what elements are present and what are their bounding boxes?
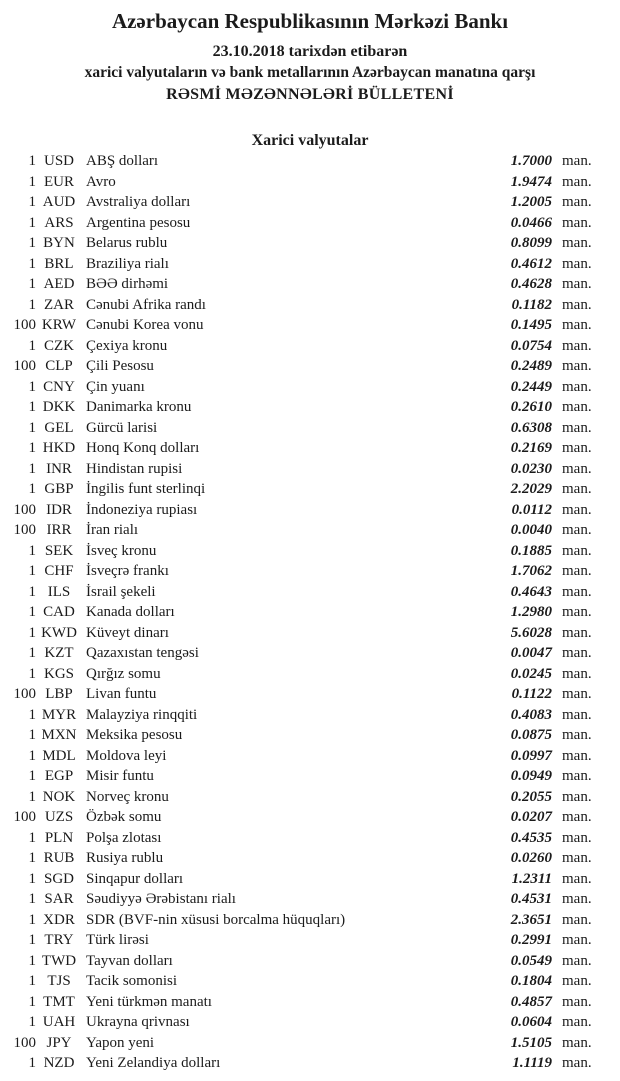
rate-value-cell: 1.9474 [510,173,552,190]
rate-value-cell: 0.0245 [510,665,552,682]
unit-cell: man. [562,747,592,764]
currency-name-cell: Qırğız somu [86,665,161,682]
table-row [0,889,607,910]
rate-value-cell: 0.4857 [510,993,552,1010]
unit-cell: man. [562,235,592,251]
quantity-cell: 1 [28,993,36,1010]
rate-value-cell: 1.7000 [510,153,552,169]
unit-cell: man. [562,542,592,559]
unit-cell: man. [562,522,592,538]
table-row [0,807,607,828]
quantity-cell: 1 [28,214,36,231]
table-row [0,582,607,603]
currency-code-cell: EUR [44,173,74,190]
currency-name-cell: İndoneziya rupiası [86,501,198,518]
rate-value-cell: 0.0875 [510,727,552,743]
unit-cell: man. [562,911,592,928]
table-row [0,828,607,849]
quantity-cell: 1 [28,276,36,292]
currency-code-cell: UZS [44,809,74,825]
currency-name-cell: Belarus rublu [86,235,168,251]
currency-name-cell: Danimarka kronu [86,399,192,415]
table-row [0,1012,607,1033]
effective-date-line: 23.10.2018 tarixdən etibarən [212,43,408,60]
unit-cell: man. [562,686,592,702]
unit-cell: man. [562,1014,592,1030]
unit-cell: man. [562,358,592,374]
currency-name-cell: Tayvan dolları [86,952,173,969]
quantity-cell: 1 [28,419,36,436]
rate-value-cell: 0.2449 [510,378,552,395]
currency-code-cell: NZD [43,1055,75,1071]
rate-value-cell: 1.1119 [512,1055,552,1071]
currency-name-cell: Çili Pesosu [86,358,154,374]
rate-value-cell: 0.2610 [510,399,552,415]
unit-cell: man. [562,399,592,415]
quantity-cell: 1 [28,788,36,805]
table-row [0,725,607,746]
currency-name-cell: Tacik somonisi [86,973,178,989]
unit-cell: man. [562,419,592,436]
rate-value-cell: 0.0260 [510,850,552,866]
unit-cell: man. [562,460,592,477]
table-row [0,1053,607,1074]
currency-code-cell: ARS [44,214,74,231]
currency-code-cell: KZT [44,645,74,661]
unit-cell: man. [562,296,592,313]
unit-cell: man. [562,337,592,354]
table-row [0,233,607,254]
table-row [0,705,607,726]
unit-cell: man. [562,276,592,292]
quantity-cell: 1 [28,1055,36,1071]
currency-name-cell: Səudiyyə Ərəbistanı rialı [86,891,236,907]
rate-value-cell: 0.2991 [510,932,552,948]
unit-cell: man. [562,993,592,1010]
table-row [0,315,607,336]
currency-code-cell: EGP [44,768,74,784]
unit-cell: man. [562,317,592,333]
table-row [0,930,607,951]
rate-value-cell: 0.4612 [510,255,552,272]
unit-cell: man. [562,255,592,272]
unit-cell: man. [562,194,592,210]
unit-cell: man. [562,788,592,805]
currency-code-cell: NOK [42,788,76,805]
table-row [0,910,607,931]
unit-cell: man. [562,173,592,190]
currency-code-cell: CLP [45,358,73,374]
currency-code-cell: ILS [47,583,71,600]
currency-code-cell: PLN [44,829,74,846]
quantity-cell: 1 [28,850,36,866]
table-row [0,356,607,377]
currency-code-cell: BRL [44,255,74,272]
rate-value-cell: 1.2005 [510,194,552,210]
currency-name-cell: Norveç kronu [86,788,169,805]
rate-value-cell: 0.4643 [510,583,552,600]
currency-name-cell: Yeni türkmən manatı [86,993,212,1010]
rate-value-cell: 0.4535 [510,829,552,846]
rate-value-cell: 0.0949 [510,768,552,784]
currency-code-cell: TJS [47,973,71,989]
table-row [0,746,607,767]
rate-value-cell: 0.1495 [510,317,552,333]
table-row [0,766,607,787]
table-row [0,664,607,685]
rate-value-cell: 0.0047 [510,645,552,661]
unit-cell: man. [562,1055,592,1071]
table-row [0,295,607,316]
currency-code-cell: TWD [41,952,77,969]
currency-code-cell: JPY [46,1034,72,1051]
quantity-cell: 1 [28,235,36,251]
unit-cell: man. [562,1034,592,1051]
quantity-cell: 1 [28,1014,36,1030]
currency-code-cell: DKK [42,399,76,415]
rate-value-cell: 2.3651 [510,911,552,928]
currency-code-cell: TRY [44,932,74,948]
quantity-cell: 1 [28,378,36,395]
currency-name-cell: Malayziya rinqqiti [86,706,198,723]
unit-cell: man. [562,665,592,682]
quantity-cell: 1 [28,624,36,641]
currency-code-cell: CAD [43,604,75,620]
table-row [0,971,607,992]
unit-cell: man. [562,706,592,723]
unit-cell: man. [562,809,592,825]
currency-code-cell: CZK [44,337,74,354]
currency-code-cell: SAR [44,891,74,907]
quantity-cell: 1 [28,727,36,743]
quantity-cell: 1 [28,911,36,928]
rate-value-cell: 0.1804 [510,973,552,989]
currency-code-cell: CNY [43,378,75,395]
unit-cell: man. [562,563,592,579]
rates-table [0,151,620,1074]
currency-name-cell: Çin yuanı [86,378,145,395]
rate-value-cell: 0.1182 [511,296,552,313]
currency-name-cell: Honq Konq dolları [86,440,200,456]
rate-value-cell: 0.0997 [510,747,552,764]
unit-cell: man. [562,768,592,784]
table-row [0,992,607,1013]
table-row [0,869,607,890]
currency-code-cell: INR [46,460,72,477]
quantity-cell: 1 [28,665,36,682]
table-row [0,438,607,459]
unit-cell: man. [562,378,592,395]
table-row [0,459,607,480]
currency-name-cell: Rusiya rublu [86,850,164,866]
quantity-cell: 1 [28,542,36,559]
table-row [0,541,607,562]
currency-code-cell: KRW [41,317,77,333]
rate-value-cell: 0.4531 [510,891,552,907]
table-row [0,151,607,172]
unit-cell: man. [562,952,592,969]
currency-name-cell: Cənubi Afrika randı [86,296,206,313]
currency-name-cell: BƏƏ dirhəmi [86,276,169,292]
table-row [0,787,607,808]
quantity-cell: 1 [28,583,36,600]
currency-name-cell: Polşa zlotası [86,829,162,846]
currency-code-cell: SGD [43,870,74,887]
currency-code-cell: MDL [42,747,76,764]
quantity-cell: 1 [28,337,36,354]
currency-name-cell: Livan funtu [86,686,157,702]
unit-cell: man. [562,624,592,641]
currency-code-cell: GEL [44,419,74,436]
quantity-cell: 1 [28,481,36,497]
currency-code-cell: RUB [43,850,75,866]
rate-value-cell: 0.2055 [510,788,552,805]
table-row [0,172,607,193]
rate-value-cell: 1.2980 [510,604,552,620]
rate-value-cell: 0.0549 [510,952,552,969]
rate-value-cell: 0.6308 [510,419,552,436]
rate-value-cell: 0.4628 [510,276,552,292]
rate-value-cell: 1.2311 [511,870,552,887]
currency-name-cell: Çexiya kronu [86,337,168,354]
currency-code-cell: AUD [42,194,76,210]
table-row [0,602,607,623]
currency-name-cell: Hindistan rupisi [86,460,183,477]
unit-cell: man. [562,850,592,866]
table-row [0,336,607,357]
rate-value-cell: 0.1122 [511,686,552,702]
unit-cell: man. [562,604,592,620]
currency-code-cell: USD [43,153,74,169]
currency-name-cell: Avstraliya dolları [86,194,191,210]
currency-name-cell: Gürcü larisi [86,419,158,436]
unit-cell: man. [562,481,592,497]
quantity-cell: 1 [28,768,36,784]
currency-name-cell: İsrail şekeli [86,583,156,600]
table-row [0,418,607,439]
rate-value-cell: 1.7062 [510,563,552,579]
quantity-cell: 1 [28,153,36,169]
currency-name-cell: İsveçrə frankı [86,563,169,579]
quantity-cell: 1 [28,255,36,272]
currency-code-cell: GBP [44,481,74,497]
quantity-cell: 1 [28,952,36,969]
subtitle-line: xarici valyutaların və bank metallarının Azərbaycan manatına qarşı [84,64,536,81]
rate-value-cell: 0.0207 [510,809,552,825]
currency-name-cell: Qazaxıstan tengəsi [86,645,199,661]
currency-name-cell: Meksika pesosu [86,727,183,743]
bulletin-document [0,8,620,1074]
quantity-cell: 1 [28,296,36,313]
currency-name-cell: Cənubi Korea vonu [86,317,204,333]
quantity-cell: 1 [28,932,36,948]
rate-value-cell: 0.8099 [510,235,552,251]
quantity-cell: 100 [13,1034,36,1051]
quantity-cell: 1 [28,604,36,620]
quantity-cell: 1 [28,706,36,723]
table-row [0,561,607,582]
bank-title: Azərbaycan Respublikasının Mərkəzi Bankı [111,9,509,33]
currency-code-cell: UAH [42,1014,76,1030]
unit-cell: man. [562,440,592,456]
rate-value-cell: 0.2489 [510,358,552,374]
rate-value-cell: 5.6028 [510,624,552,641]
currency-name-cell: Avro [86,173,116,190]
currency-name-cell: Yapon yeni [86,1034,155,1051]
currency-name-cell: Kanada dolları [86,604,175,620]
currency-name-cell: Sinqapur dolları [86,870,184,887]
rate-value-cell: 0.0604 [510,1014,552,1030]
unit-cell: man. [562,932,592,948]
currency-name-cell: Braziliya rialı [86,255,169,272]
quantity-cell: 100 [13,522,36,538]
currency-code-cell: ZAR [44,296,74,313]
currency-code-cell: KWD [41,624,77,641]
table-row [0,623,607,644]
quantity-cell: 100 [13,809,36,825]
quantity-cell: 1 [28,460,36,477]
rate-value-cell: 0.2169 [510,440,552,456]
quantity-cell: 1 [28,829,36,846]
unit-cell: man. [562,645,592,661]
unit-cell: man. [562,973,592,989]
rate-value-cell: 0.0230 [510,460,552,477]
unit-cell: man. [562,891,592,907]
quantity-cell: 1 [28,194,36,210]
table-row [0,951,607,972]
rate-value-cell: 0.0754 [510,337,552,354]
quantity-cell: 100 [13,686,36,702]
table-row [0,274,607,295]
quantity-cell: 1 [28,891,36,907]
unit-cell: man. [562,153,592,169]
currency-code-cell: AED [43,276,75,292]
rate-value-cell: 2.2029 [510,481,552,497]
currency-code-cell: IDR [46,501,72,518]
document-header [0,8,620,105]
currency-name-cell: Türk lirəsi [86,932,149,948]
currency-name-cell: Küveyt dinarı [86,624,169,641]
currency-code-cell: XDR [43,911,75,928]
currency-name-cell: İran rialı [86,522,139,538]
currency-code-cell: LBP [45,686,73,702]
quantity-cell: 1 [28,747,36,764]
quantity-cell: 1 [28,173,36,190]
currency-code-cell: TMT [43,993,75,1010]
rate-value-cell: 0.0040 [510,522,552,538]
quantity-cell: 100 [13,501,36,518]
currency-name-cell: Özbək somu [86,809,162,825]
currency-name-cell: Argentina pesosu [86,214,191,231]
currency-name-cell: ABŞ dolları [86,153,159,169]
table-row [0,684,607,705]
currency-name-cell: Moldova leyi [86,747,167,764]
table-row [0,520,607,541]
rate-value-cell: 0.0466 [510,214,552,231]
unit-cell: man. [562,829,592,846]
rate-value-cell: 0.1885 [510,542,552,559]
quantity-cell: 100 [13,358,36,374]
table-row [0,1033,607,1054]
quantity-cell: 1 [28,645,36,661]
quantity-cell: 1 [28,563,36,579]
table-row [0,377,607,398]
unit-cell: man. [562,501,592,518]
table-row [0,397,607,418]
quantity-cell: 1 [28,399,36,415]
unit-cell: man. [562,870,592,887]
currency-name-cell: İngilis funt sterlinqi [86,481,206,497]
table-row [0,254,607,275]
currency-code-cell: SEK [44,542,74,559]
table-row [0,643,607,664]
unit-cell: man. [562,214,592,231]
currency-name-cell: Ukrayna qrivnası [86,1014,190,1030]
currency-code-cell: KGS [43,665,74,682]
bulletin-title: RƏSMİ MƏZƏNNƏLƏRİ BÜLLETENİ [166,86,454,103]
currency-code-cell: MYR [41,706,77,723]
currency-name-cell: Yeni Zelandiya dolları [86,1055,221,1071]
currency-code-cell: HKD [42,440,76,456]
quantity-cell: 1 [28,973,36,989]
quantity-cell: 1 [28,870,36,887]
currency-code-cell: IRR [46,522,72,538]
quantity-cell: 100 [13,317,36,333]
currency-name-cell: İsveç kronu [86,542,157,559]
table-row [0,848,607,869]
unit-cell: man. [562,583,592,600]
rate-value-cell: 1.5105 [510,1034,552,1051]
currency-name-cell: SDR (BVF-nin xüsusi borcalma hüquqları) [86,911,346,928]
table-row [0,192,607,213]
rate-value-cell: 0.0112 [511,501,552,518]
currency-code-cell: BYN [43,235,75,251]
rate-value-cell: 0.4083 [510,706,552,723]
section-title-foreign-currencies: Xarici valyutalar [251,132,369,149]
currency-code-cell: MXN [41,727,77,743]
currency-code-cell: CHF [44,563,74,579]
quantity-cell: 1 [28,440,36,456]
unit-cell: man. [562,727,592,743]
table-row [0,479,607,500]
table-row [0,500,607,521]
currency-name-cell: Misir funtu [86,768,154,784]
table-row [0,213,607,234]
